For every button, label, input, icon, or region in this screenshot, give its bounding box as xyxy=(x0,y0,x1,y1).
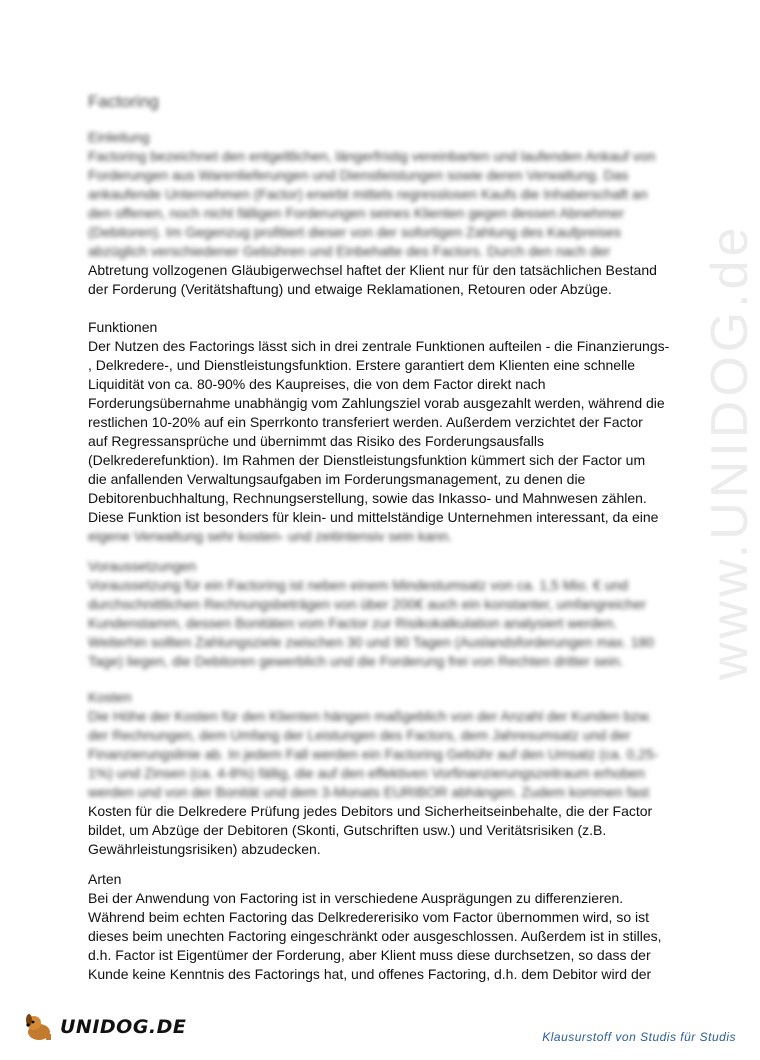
text-line: Abtretung vollzogenen Gläubigerwechsel haftet der Klient nur für den tatsächlichen Bestand xyxy=(88,262,657,278)
text-line: Während beim echten Factoring das Delkredererisiko vom Factor übernommen wird, so ist xyxy=(88,909,650,925)
text-line: Gewährleistungsrisiken) abzudecken. xyxy=(88,841,321,857)
section-heading: Arten xyxy=(88,871,122,887)
text-line: , Delkredere-, und Dienstleistungsfunktion. Erstere garantiert dem Klienten eine schnelle xyxy=(88,357,636,373)
text-line: Voraussetzung für ein Factoring ist neben einem Mindestumsatz von ca. 1,5 Mio. € und xyxy=(88,577,629,593)
text-line: Bei der Anwendung von Factoring ist in verschiedene Ausprägungen zu differenzieren. xyxy=(88,890,624,906)
text-line: der Forderung (Veritätshaftung) und etwaige Reklamationen, Retouren oder Abzüge. xyxy=(88,281,612,297)
text-line: Die Höhe der Kosten für den Klienten hängen maßgeblich von der Anzahl der Kunden bzw. xyxy=(88,708,652,724)
text-line: 1%) und Zinsen (ca. 4-8%) fällig, die auf den effektiven Vorfinanzierungszeitraum erhoben xyxy=(88,765,645,781)
text-line: Finanzierungslinie ab. In jedem Fall werden ein Factoring Gebühr auf den Umsatz (ca. 0,25- xyxy=(88,746,659,762)
text-line: Debitorenbuchhaltung, Rechnungserstellung, sowie das Inkasso- und Mahnwesen zählen. xyxy=(88,490,647,506)
text-line: dieses beim unechten Factoring eingeschränkt oder ausgeschlossen. Außerdem ist in stilles, xyxy=(88,928,662,944)
text-line: der Rechnungen, dem Umfang der Leistungen des Factors, dem Jahresumsatz und der xyxy=(88,727,631,743)
section-heading: Voraussetzungen xyxy=(88,558,197,574)
section-funktionen xyxy=(88,318,670,546)
section-einleitung xyxy=(88,128,666,299)
footer-slogan: Klausurstoff von Studis für Studis xyxy=(542,1030,736,1044)
text-line: Kosten für die Delkredere Prüfung jedes Debitors und Sicherheitseinbehalte, die der Factor xyxy=(88,803,653,819)
section-voraussetzungen xyxy=(88,557,666,671)
text-line: ankaufende Unternehmen (Factor) erwirbt mittels regresslosen Kaufs die Inhaberschaft an xyxy=(88,186,648,202)
text-line: restlichen 10-20% auf ein Sperrkonto transferiert werden. Außerdem verzichtet der Factor xyxy=(88,414,643,430)
text-line: Kunde keine Kenntnis des Factorings hat, und offenes Factoring, d.h. dem Debitor wird der xyxy=(88,966,652,982)
text-line: Forderungsübernahme unabhängig vom Zahlungsziel vorab ausgezahlt werden, während die xyxy=(88,395,665,411)
page-title: Factoring xyxy=(88,92,159,111)
text-line: Der Nutzen des Factorings lässt sich in drei zentrale Funktionen aufteilen - die Finanzierungs- xyxy=(88,338,670,354)
text-line: (Debitoren). Im Gegenzug profitiert dieser von der sofortigen Zahlung des Kaufpreises xyxy=(88,224,622,240)
text-line: Kundenstamm, dessen Bonitäten vom Factor zur Risikokalkulation analysiert werden. xyxy=(88,615,618,631)
section-heading: Funktionen xyxy=(88,319,158,335)
text-line: (Delkrederefunktion). Im Rahmen der Dienstleistungsfunktion kümmert sich der Factor um xyxy=(88,452,646,468)
text-line: den offenen, noch nicht fälligen Forderungen seines Klienten gegen dessen Abnehmer xyxy=(88,205,625,221)
text-line: bildet, um Abzüge der Debitoren (Skonti, Gutschriften usw.) und Veritätsrisiken (z.B. xyxy=(88,822,607,838)
text-line: durchschnittlichen Rechnungsbeträgen von über 200€ auch ein konstanter, umfangreicher xyxy=(88,596,647,612)
text-line: Liquidität von ca. 80-90% des Kaupreises, die von dem Factor direkt nach xyxy=(88,376,546,392)
logo-text: UNIDOG.DE xyxy=(60,1016,187,1038)
text-line: eigene Verwaltung sehr kosten- und zeitintensiv sein kann. xyxy=(88,528,453,544)
watermark: www.UNIDOG.de xyxy=(701,223,759,680)
section-heading: Kosten xyxy=(88,689,132,705)
footer-logo xyxy=(22,1012,186,1042)
text-line: werden und von der Bonität und dem 3-Monats EURIBOR abhängen. Zudem kommen fast xyxy=(88,784,650,800)
section-arten xyxy=(88,870,666,984)
text-line: die anfallenden Verwaltungsaufgaben im Forderungsmanagement, zu denen die xyxy=(88,471,586,487)
text-line: Tage) liegen, die Debitoren gewerblich und die Forderung frei von Rechten dritter sein. xyxy=(88,653,624,669)
text-line: Diese Funktion ist besonders für klein- und mittelständige Unternehmen interessant, da eine xyxy=(88,509,659,525)
text-line: Factoring bezeichnet den entgeltlichen, längerfristig vereinbarten und laufenden Ankauf von xyxy=(88,148,656,164)
section-heading: Einleitung xyxy=(88,129,150,145)
text-line: d.h. Factor ist Eigentümer der Forderung, aber Klient muss diese durchsetzen, so dass der xyxy=(88,947,651,963)
section-kosten xyxy=(88,688,666,859)
text-line: auf Regressansprüche und übernimmt das Risiko des Forderungsausfalls xyxy=(88,433,545,449)
text-line: Weiterhin sollten Zahlungsziele zwischen 30 und 90 Tagen (Auslandsforderungen max. 180 xyxy=(88,634,655,650)
text-line: abzüglich verschiedener Gebühren und Einbehalte des Factors. Durch den nach der xyxy=(88,243,611,259)
dog-icon xyxy=(22,1012,56,1042)
text-line: Forderungen aus Warenlieferungen und Dienstleistungen sowie deren Verwaltung. Das xyxy=(88,167,629,183)
